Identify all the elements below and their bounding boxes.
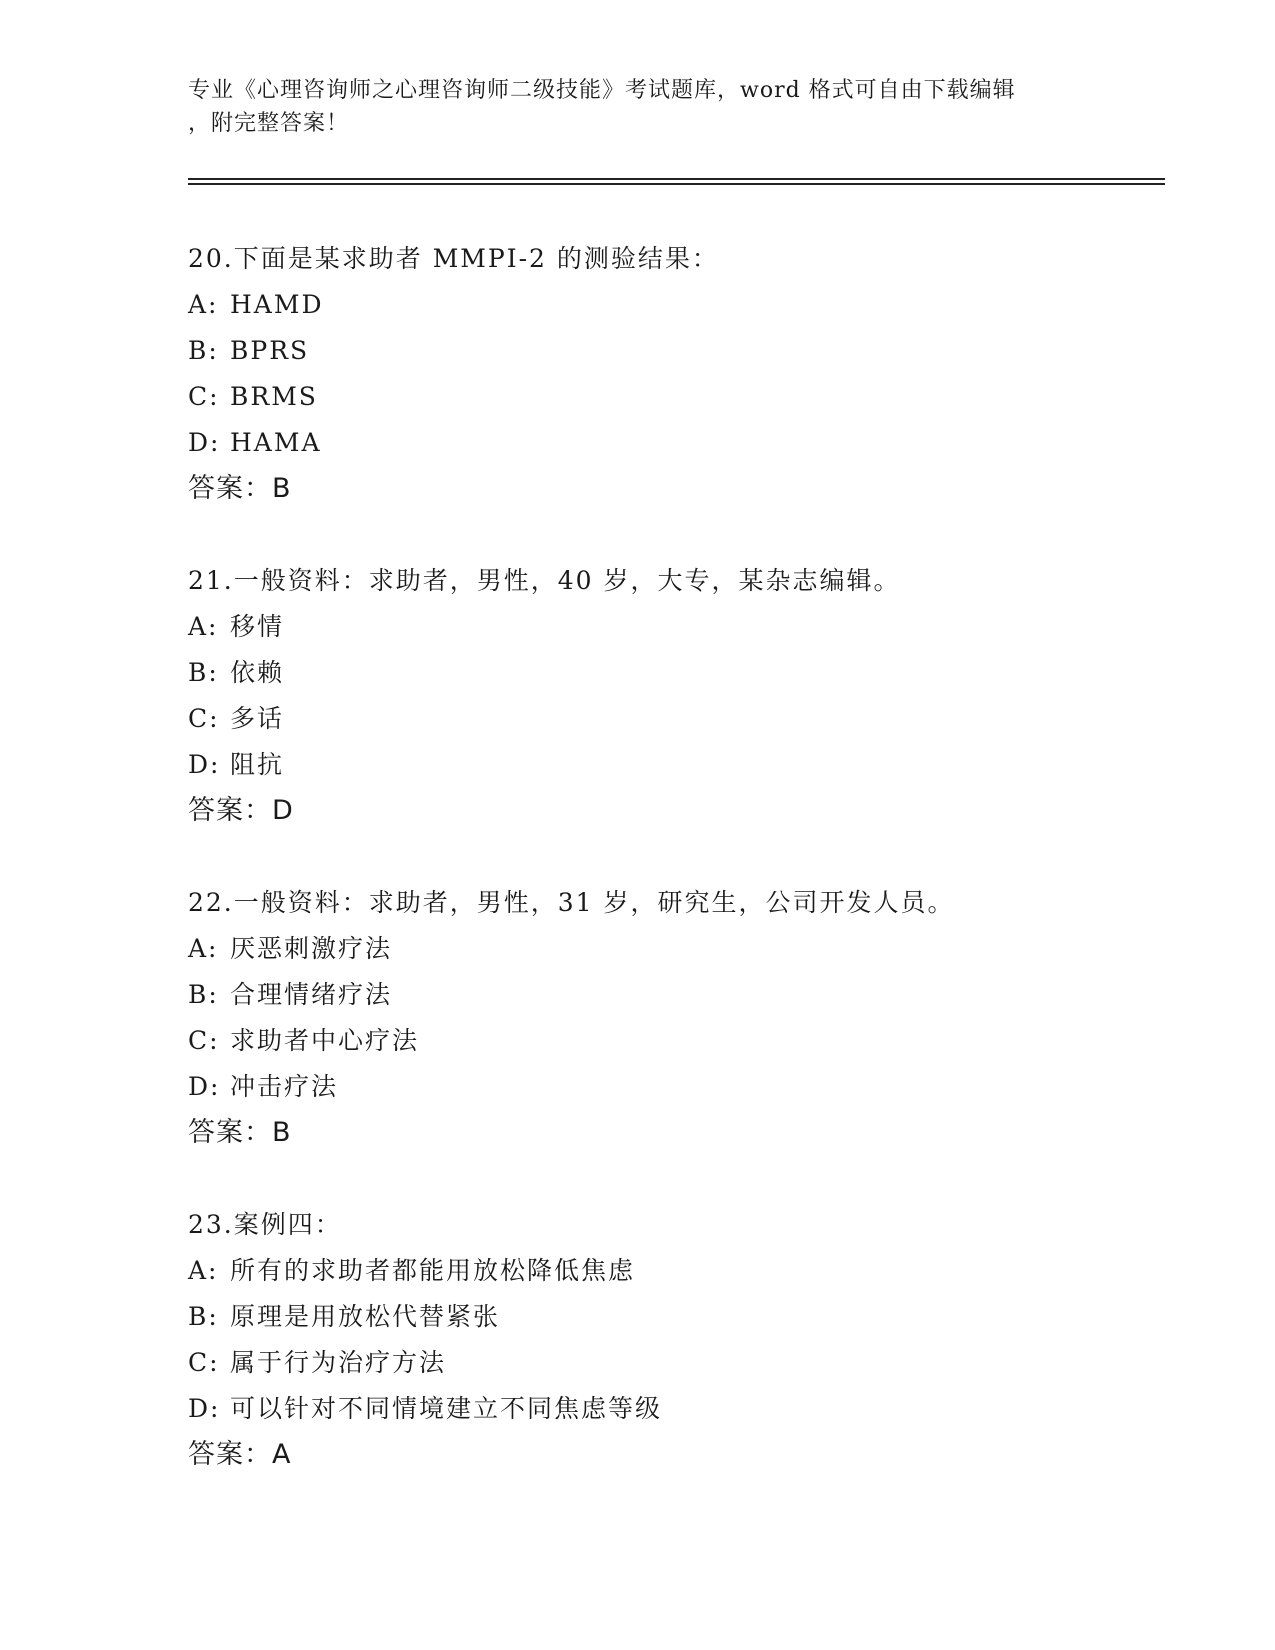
- option-letter: D:: [188, 750, 221, 779]
- option-letter: A:: [188, 1256, 219, 1285]
- option-text: 可以针对不同情境建立不同焦虑等级: [230, 1394, 663, 1423]
- header-divider-bottom: [188, 183, 1165, 185]
- answer-line: 答案：B: [188, 473, 292, 504]
- answer-line: 答案：B: [188, 1117, 292, 1148]
- option-a: [188, 604, 1138, 650]
- option-text: 求助者中心疗法: [230, 1026, 420, 1055]
- option-letter: D:: [188, 1394, 221, 1423]
- option-letter: A:: [188, 934, 219, 963]
- option-letter: B:: [188, 980, 219, 1009]
- option-text: 厌恶刺激疗法: [230, 934, 393, 963]
- question-stem: 22.一般资料：求助者，男性，31 岁，研究生，公司开发人员。: [188, 888, 955, 917]
- option-c: [188, 1340, 1138, 1386]
- option-text: 冲击疗法: [230, 1072, 339, 1101]
- option-text: 多话: [230, 704, 285, 733]
- option-b: [188, 328, 1138, 374]
- option-letter: B:: [188, 658, 219, 687]
- header-line-2: ，附完整答案！: [188, 111, 350, 136]
- option-text: 属于行为治疗方法: [230, 1348, 447, 1377]
- option-letter: A:: [188, 612, 219, 641]
- question-stem: 21.一般资料：求助者，男性，40 岁，大专，某杂志编辑。: [188, 566, 901, 595]
- option-text: 原理是用放松代替紧张: [230, 1302, 501, 1331]
- answer-line: 答案：D: [188, 795, 294, 826]
- option-a: [188, 926, 1138, 972]
- question-21: [188, 558, 1138, 880]
- question-23: [188, 1202, 1138, 1524]
- option-a: [188, 1248, 1138, 1294]
- option-a: [188, 282, 1138, 328]
- option-text: 阻抗: [230, 750, 285, 779]
- option-b: [188, 650, 1138, 696]
- option-text: 所有的求助者都能用放松降低焦虑: [230, 1256, 636, 1285]
- option-letter: C:: [188, 1026, 220, 1055]
- document-header: [188, 74, 1088, 140]
- option-c: [188, 374, 1138, 420]
- question-stem: 20.下面是某求助者 MMPI-2 的测验结果：: [188, 244, 719, 273]
- option-text: 合理情绪疗法: [230, 980, 393, 1009]
- option-d: [188, 742, 1138, 788]
- option-text: BPRS: [230, 336, 310, 365]
- option-text: 移情: [230, 612, 285, 641]
- option-text: HAMA: [230, 428, 322, 457]
- option-d: [188, 1386, 1138, 1432]
- option-d: [188, 1064, 1138, 1110]
- option-d: [188, 420, 1138, 466]
- question-list: [188, 236, 1138, 1524]
- option-text: BRMS: [230, 382, 318, 411]
- option-letter: C:: [188, 1348, 220, 1377]
- option-letter: D:: [188, 428, 221, 457]
- option-text: HAMD: [230, 290, 324, 319]
- option-letter: C:: [188, 382, 220, 411]
- option-letter: B:: [188, 1302, 219, 1331]
- option-c: [188, 1018, 1138, 1064]
- option-letter: B:: [188, 336, 219, 365]
- option-letter: A:: [188, 290, 219, 319]
- option-letter: C:: [188, 704, 220, 733]
- option-b: [188, 972, 1138, 1018]
- option-letter: D:: [188, 1072, 221, 1101]
- option-text: 依赖: [230, 658, 285, 687]
- header-divider-top: [188, 178, 1165, 180]
- question-22: [188, 880, 1138, 1202]
- header-line-1: 专业《心理咨询师之心理咨询师二级技能》考试题库，word 格式可自由下载编辑: [188, 78, 1016, 103]
- question-stem: 23.案例四：: [188, 1210, 342, 1239]
- option-c: [188, 696, 1138, 742]
- option-b: [188, 1294, 1138, 1340]
- answer-line: 答案：A: [188, 1439, 292, 1470]
- question-20: [188, 236, 1138, 558]
